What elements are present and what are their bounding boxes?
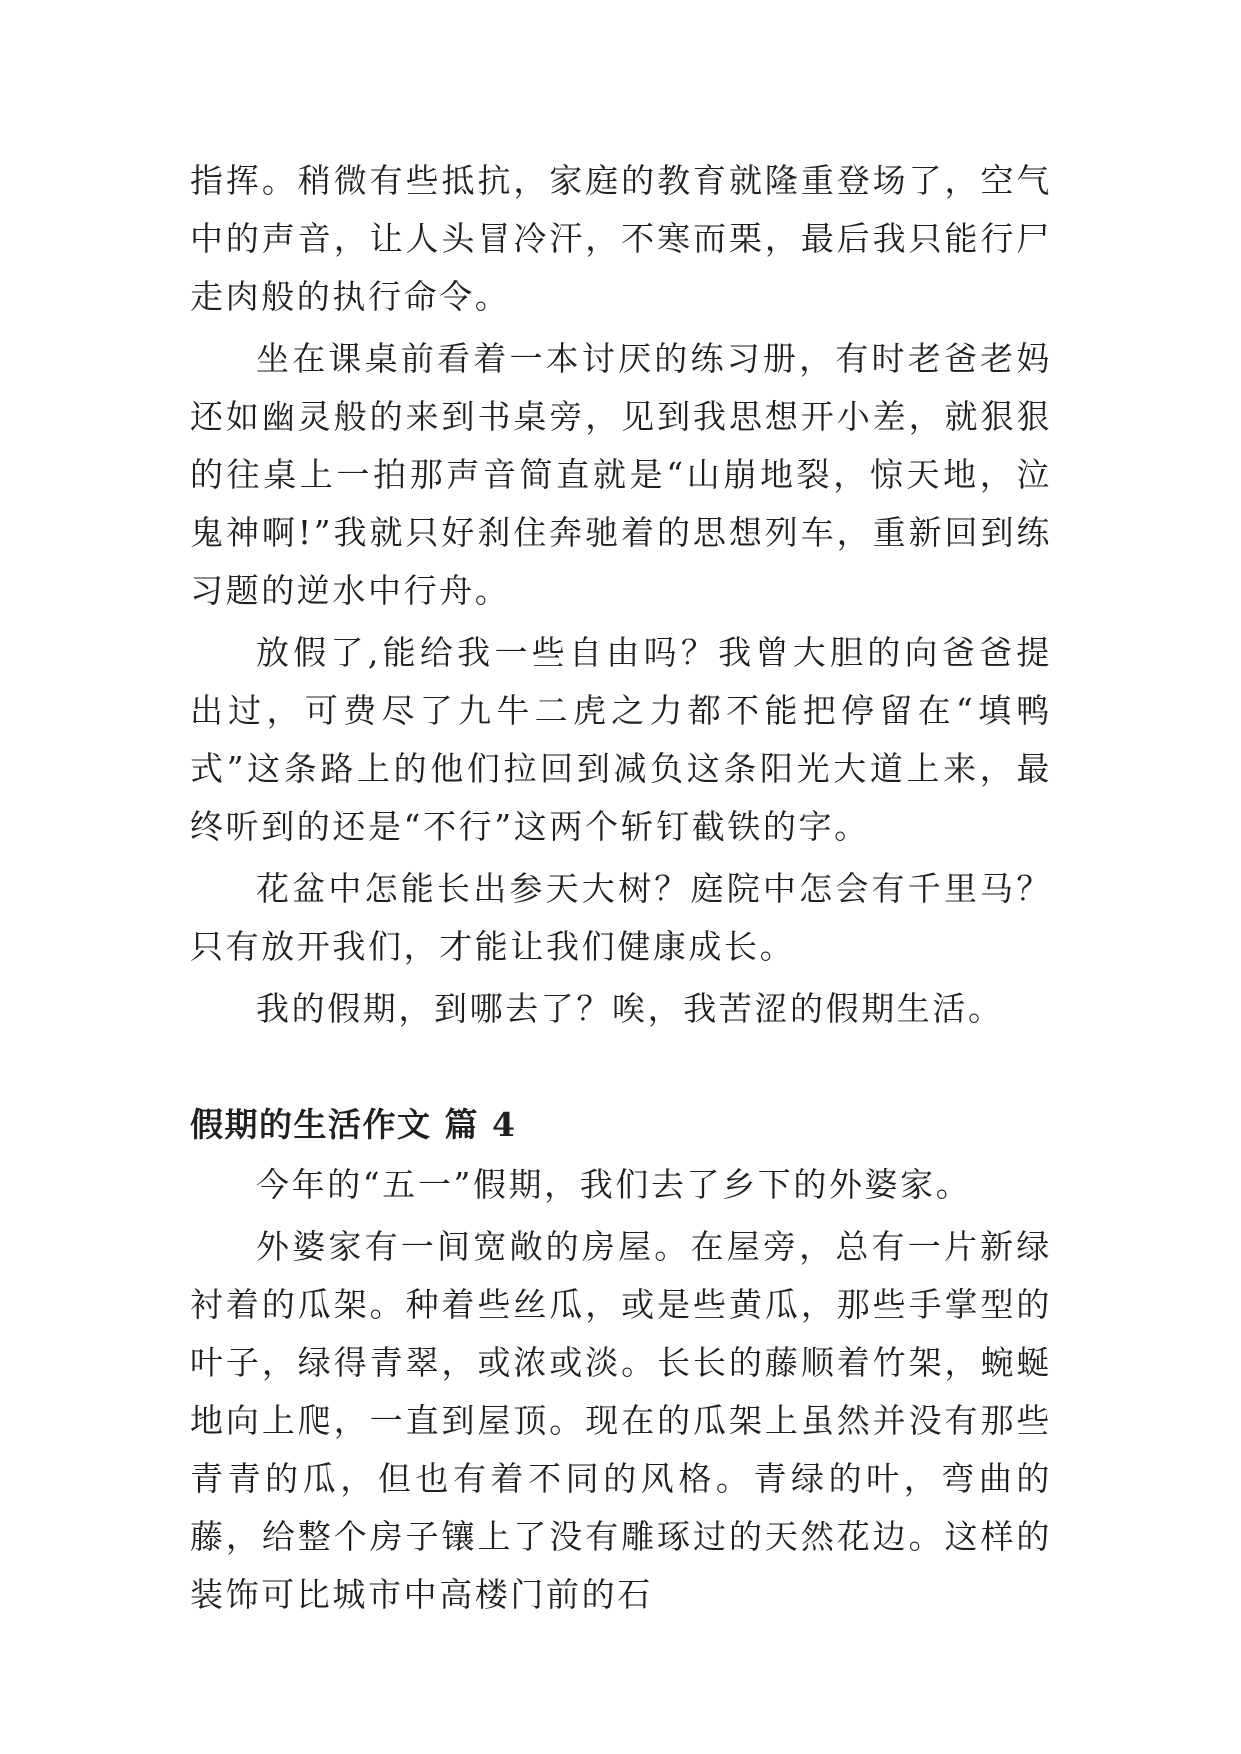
- paragraph: 指挥。稍微有些抵抗，家庭的教育就隆重登场了，空气中的声音，让人头冒冷汗，不寒而栗，最后我只能行尸走肉般的执行命令。: [190, 161, 1052, 316]
- document-page: [190, 152, 1052, 1624]
- paragraph: 坐在课桌前看着一本讨厌的练习册，有时老爸老妈还如幽灵般的来到书桌旁，见到我思想开小差，就狠狠的往桌上一拍那声音简直就是“山崩地裂，惊天地，泣鬼神啊!”我就只好刹住奔驰着的思想列车，重新回到练习题的逆水中行舟。: [190, 339, 1052, 610]
- paragraph: 花盆中怎能长出参天大树？庭院中怎会有千里马？只有放开我们，才能让我们健康成长。: [190, 869, 1052, 966]
- paragraph: 外婆家有一间宽敞的房屋。在屋旁，总有一片新绿衬着的瓜架。种着些丝瓜，或是些黄瓜，那些手掌型的叶子，绿得青翠，或浓或淡。长长的藤顺着竹架，蜿蜒地向上爬，一直到屋顶。现在的瓜架上虽然并没有那些青青的瓜，但也有着不同的风格。青绿的叶，弯曲的藤，给整个房子镶上了没有雕琢过的天然花边。这样的装饰可比城市中高楼门前的石: [190, 1227, 1052, 1614]
- paragraph: 放假了,能给我一些自由吗？我曾大胆的向爸爸提出过，可费尽了九牛二虎之力都不能把停留在“填鸭式”这条路上的他们拉回到减负这条阳光大道上来，最终听到的还是“不行”这两个斩钉截铁的字。: [190, 633, 1052, 846]
- paragraph: 今年的“五一”假期，我们去了乡下的外婆家。: [256, 1165, 972, 1204]
- paragraph: 我的假期，到哪去了？唉，我苦涩的假期生活。: [256, 989, 1004, 1028]
- section-heading: 假期的生活作文 篇 4: [190, 1105, 517, 1144]
